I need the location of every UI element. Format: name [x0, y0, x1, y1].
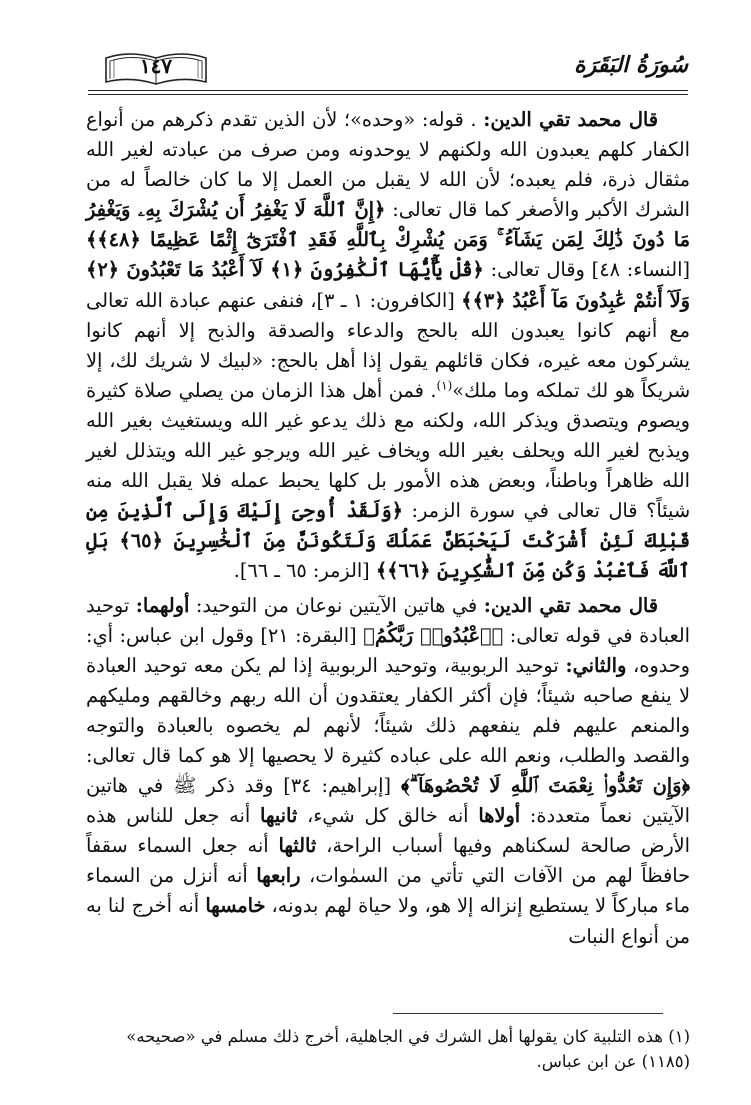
quran-verse: ﴿قُلْ يَٰٓأَيُّهَا ٱلْكَٰفِرُونَ ﴿١﴾ لَآ أَعْبُدُ مَا تَعْبُدُونَ ﴿٢﴾ وَلَآ أَنتُمْ عَٰبِدُونَ مَآ أَعْبُدُ ﴿٣﴾﴾ — [86, 258, 690, 312]
text-run: توحيد الربوبية، وتوحيد الربوبية إذا لم يكن معه توحيد العبادة لا ينفع صاحبه شيئاً؛ فإن أكثر الكفار يعتقدون أن الله ربهم وخالقهم ومليكهم والمنعم عليهم فلم ينفعهم ذلك شيئاً؛ لأنهم لم يخصوه بالعبادة والتوجه والقصد والطلب، ونعم الله على عباده كثيرة لا يحصيها إلا هو كما قال تعالى: — [86, 653, 690, 767]
bold-term: أولهما: — [135, 593, 190, 617]
text-run: [البقرة: ٢١] وقول ابن عباس: أي: وحدوه، — [86, 623, 690, 677]
page-header — [88, 40, 688, 100]
bold-term: قال محمد تقي الدين: — [483, 593, 658, 617]
text-run: . قوله: «وحده»؛ لأن الذين تقدم ذكرهم من أنواع الكفار كلهم يعبدون الله ولكنهم لا يوحدونه ومن صرف من عبادته لغير الله مثقال ذرة، فلم يعبده؛ لأن الله لا يقبل من العمل إلا ما كان خالصاً له من الشرك الأكبر والأصغر كما قال تعالى: — [86, 108, 690, 222]
footnote-separator — [393, 1013, 663, 1014]
text-run: في هاتين الآيتين نوعان من التوحيد: — [189, 593, 484, 617]
text-run: أنه أنزل من السماء ماء مباركاً لا يستطيع إنزاله إلا هو، ولا حياة لهم بدونه، — [86, 864, 690, 918]
bold-term: والثاني: — [565, 653, 627, 677]
bold-term: خامسها — [205, 894, 266, 918]
bold-term: قال محمد تقي الدين: — [483, 108, 658, 131]
paragraph-1 — [86, 105, 690, 587]
text-run: [إبراهيم: ٣٤] وقد ذكر ﷺ في هاتين الآيتين نعماً متعددة: — [86, 774, 690, 828]
text-run: أنه جعل السماء سقفاً حافظاً لهم من الآفات التي تأتي من السمٰوات، — [86, 834, 690, 888]
text-run: أنه أخرج لنا به من أنواع النبات — [86, 894, 690, 948]
bold-term: ثالثها — [278, 834, 317, 858]
text-run: . فمن أهل هذا الزمان من يصلي صلاة كثيرة ويصوم ويتصدق ويذكر الله، ولكنه مع ذلك يدعو غير الله ويستغيث بغير الله ويذبح لغير الله ويحلف بغير الله ويخاف غير الله ويرجو غير الله ويتذلل لغير الله ظاهراً وباطناً، وبعض هذه الأمور بل كلها يحبط عمله فلا يقبل الله منه شيئاً؟ قال تعالى في سورة الزمر: — [86, 378, 690, 523]
text-run: أنه جعل للناس هذه الأرض صالحة لسكناهم وفيها أسباب الراحة، — [86, 804, 690, 858]
bold-term: ثانيها — [260, 804, 298, 828]
paragraph-2 — [86, 591, 690, 952]
text-run: [الكافرون: ١ ـ ٣]، فنفى عنهم عبادة الله تعالى مع أنهم كانوا يعبدون الله بالحج والدعاء والصدقة والذبح إلا أنهم كانوا يشركون معه غيره، فكان قائلهم يقول إذا أهل بالحج: «لبيك لا شريك لك، إلا شريكاً هو لك تملكه وما ملك» — [86, 288, 690, 402]
footnote-1: (١) هذه التلبية كان يقولها أهل الشرك في الجاهلية، أخرج ذلك مسلم في «صحيحه» (١١٨٥) عن ابن عباس. — [126, 1027, 690, 1071]
surah-title: سُورَةُ البَقَرَة — [566, 52, 688, 78]
main-text — [86, 105, 690, 952]
text-run: [النساء: ٤٨] وقال تعالى: — [483, 258, 691, 282]
quran-verse: ﴿وَلَقَدْ أُوحِىَ إِلَيْكَ وَإِلَى ٱلَّذِينَ مِن قَبْلِكَ لَئِنْ أَشْرَكْتَ لَيَحْبَطَنَّ عَمَلُكَ وَلَتَكُونَنَّ مِنَ ٱلْخَٰسِرِينَ ﴿٦٥﴾ بَلِ ٱللَّهَ فَٱعْبُدْ وَكُن مِّنَ ٱلشَّٰكِرِينَ ﴿٦٦﴾﴾ — [86, 499, 691, 583]
header-rule-bottom — [88, 94, 688, 95]
quran-verse: ﴿إِنَّ ٱللَّهَ لَا يَغْفِرُ أَن يُشْرَكَ بِهِۦ وَيَغْفِرُ مَا دُونَ ذَٰلِكَ لِمَن يَشَآءُ ۚ وَمَن يُشْرِكْ بِٱللَّهِ فَقَدِ ٱفْتَرَىٰٓ إِثْمًا عَظِيمًا ﴿٤٨﴾﴾ — [86, 198, 690, 252]
text-run: [الزمر: ٦٥ ـ ٦٦]. — [233, 559, 376, 583]
text-run: أنه خالق كل شيء، — [297, 804, 479, 828]
quran-verse: ﴿ٱعْبُدُوا۟ رَبَّكُمُ﴾ — [363, 623, 504, 647]
page-number: ١٤٧ — [139, 54, 173, 78]
header-rule-top — [88, 90, 688, 91]
footnote-marker: (١) — [436, 378, 453, 393]
text-run: توحيد العبادة في قوله تعالى: — [86, 593, 690, 647]
quran-verse: ﴿وَإِن تَعُدُّوا۟ نِعْمَتَ ٱللَّهِ لَا تُحْصُوهَآ ۗ﴾ — [400, 774, 690, 798]
bold-term: رابعها — [256, 864, 301, 888]
bold-term: أولاها — [478, 804, 521, 828]
footnotes — [86, 1024, 690, 1074]
